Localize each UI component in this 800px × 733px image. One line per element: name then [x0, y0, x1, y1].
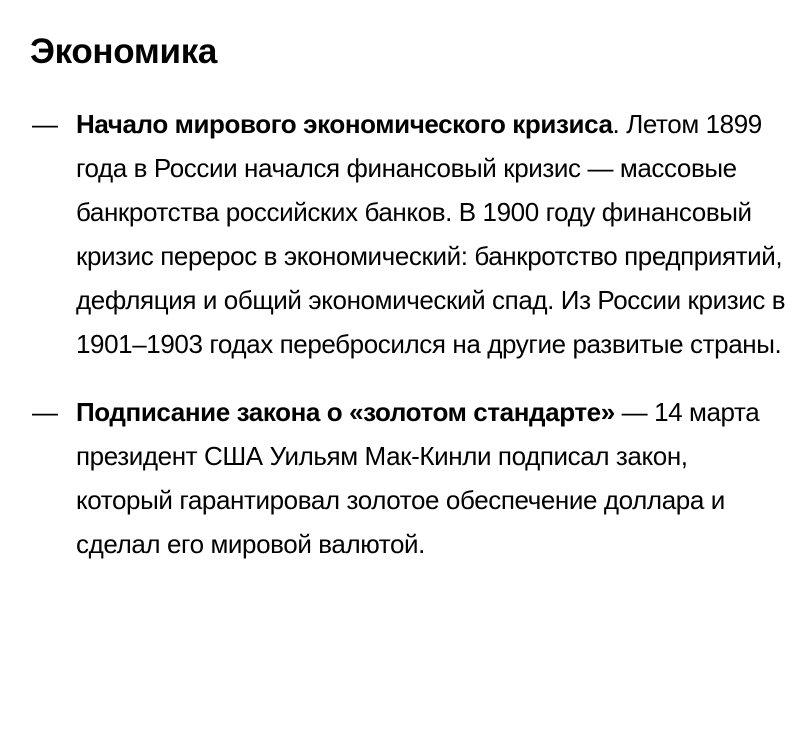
list-dash: — — [32, 397, 58, 427]
list-item — [30, 390, 790, 566]
title-punctuation: — — [614, 397, 648, 427]
item-title: Начало мирового экономического кризиса — [76, 109, 613, 139]
item-title: Подписание закона о «золотом стандарте» — [76, 397, 615, 427]
title-punctuation: . — [612, 109, 620, 139]
list-dash: — — [32, 109, 58, 139]
economy-section — [30, 24, 790, 590]
item-text: Летом 1899 года в России начался финансовый кризис — массовые банкротства российских банков. В 1900 году финансовый кризис перерос в экономический: банкротство предприятий, дефляция и общий экономический спад. Из России кризис в 1901–1903 годах перебросился на другие развитые страны. — [76, 109, 786, 359]
news-list — [30, 102, 790, 566]
list-item — [30, 102, 790, 366]
section-heading: Экономика — [30, 32, 218, 71]
item-text: 14 марта президент США Уильям Мак-Кинли подписал закон, который гарантировал золотое обеспечение доллара и сделал его мировой валютой. — [76, 397, 760, 559]
